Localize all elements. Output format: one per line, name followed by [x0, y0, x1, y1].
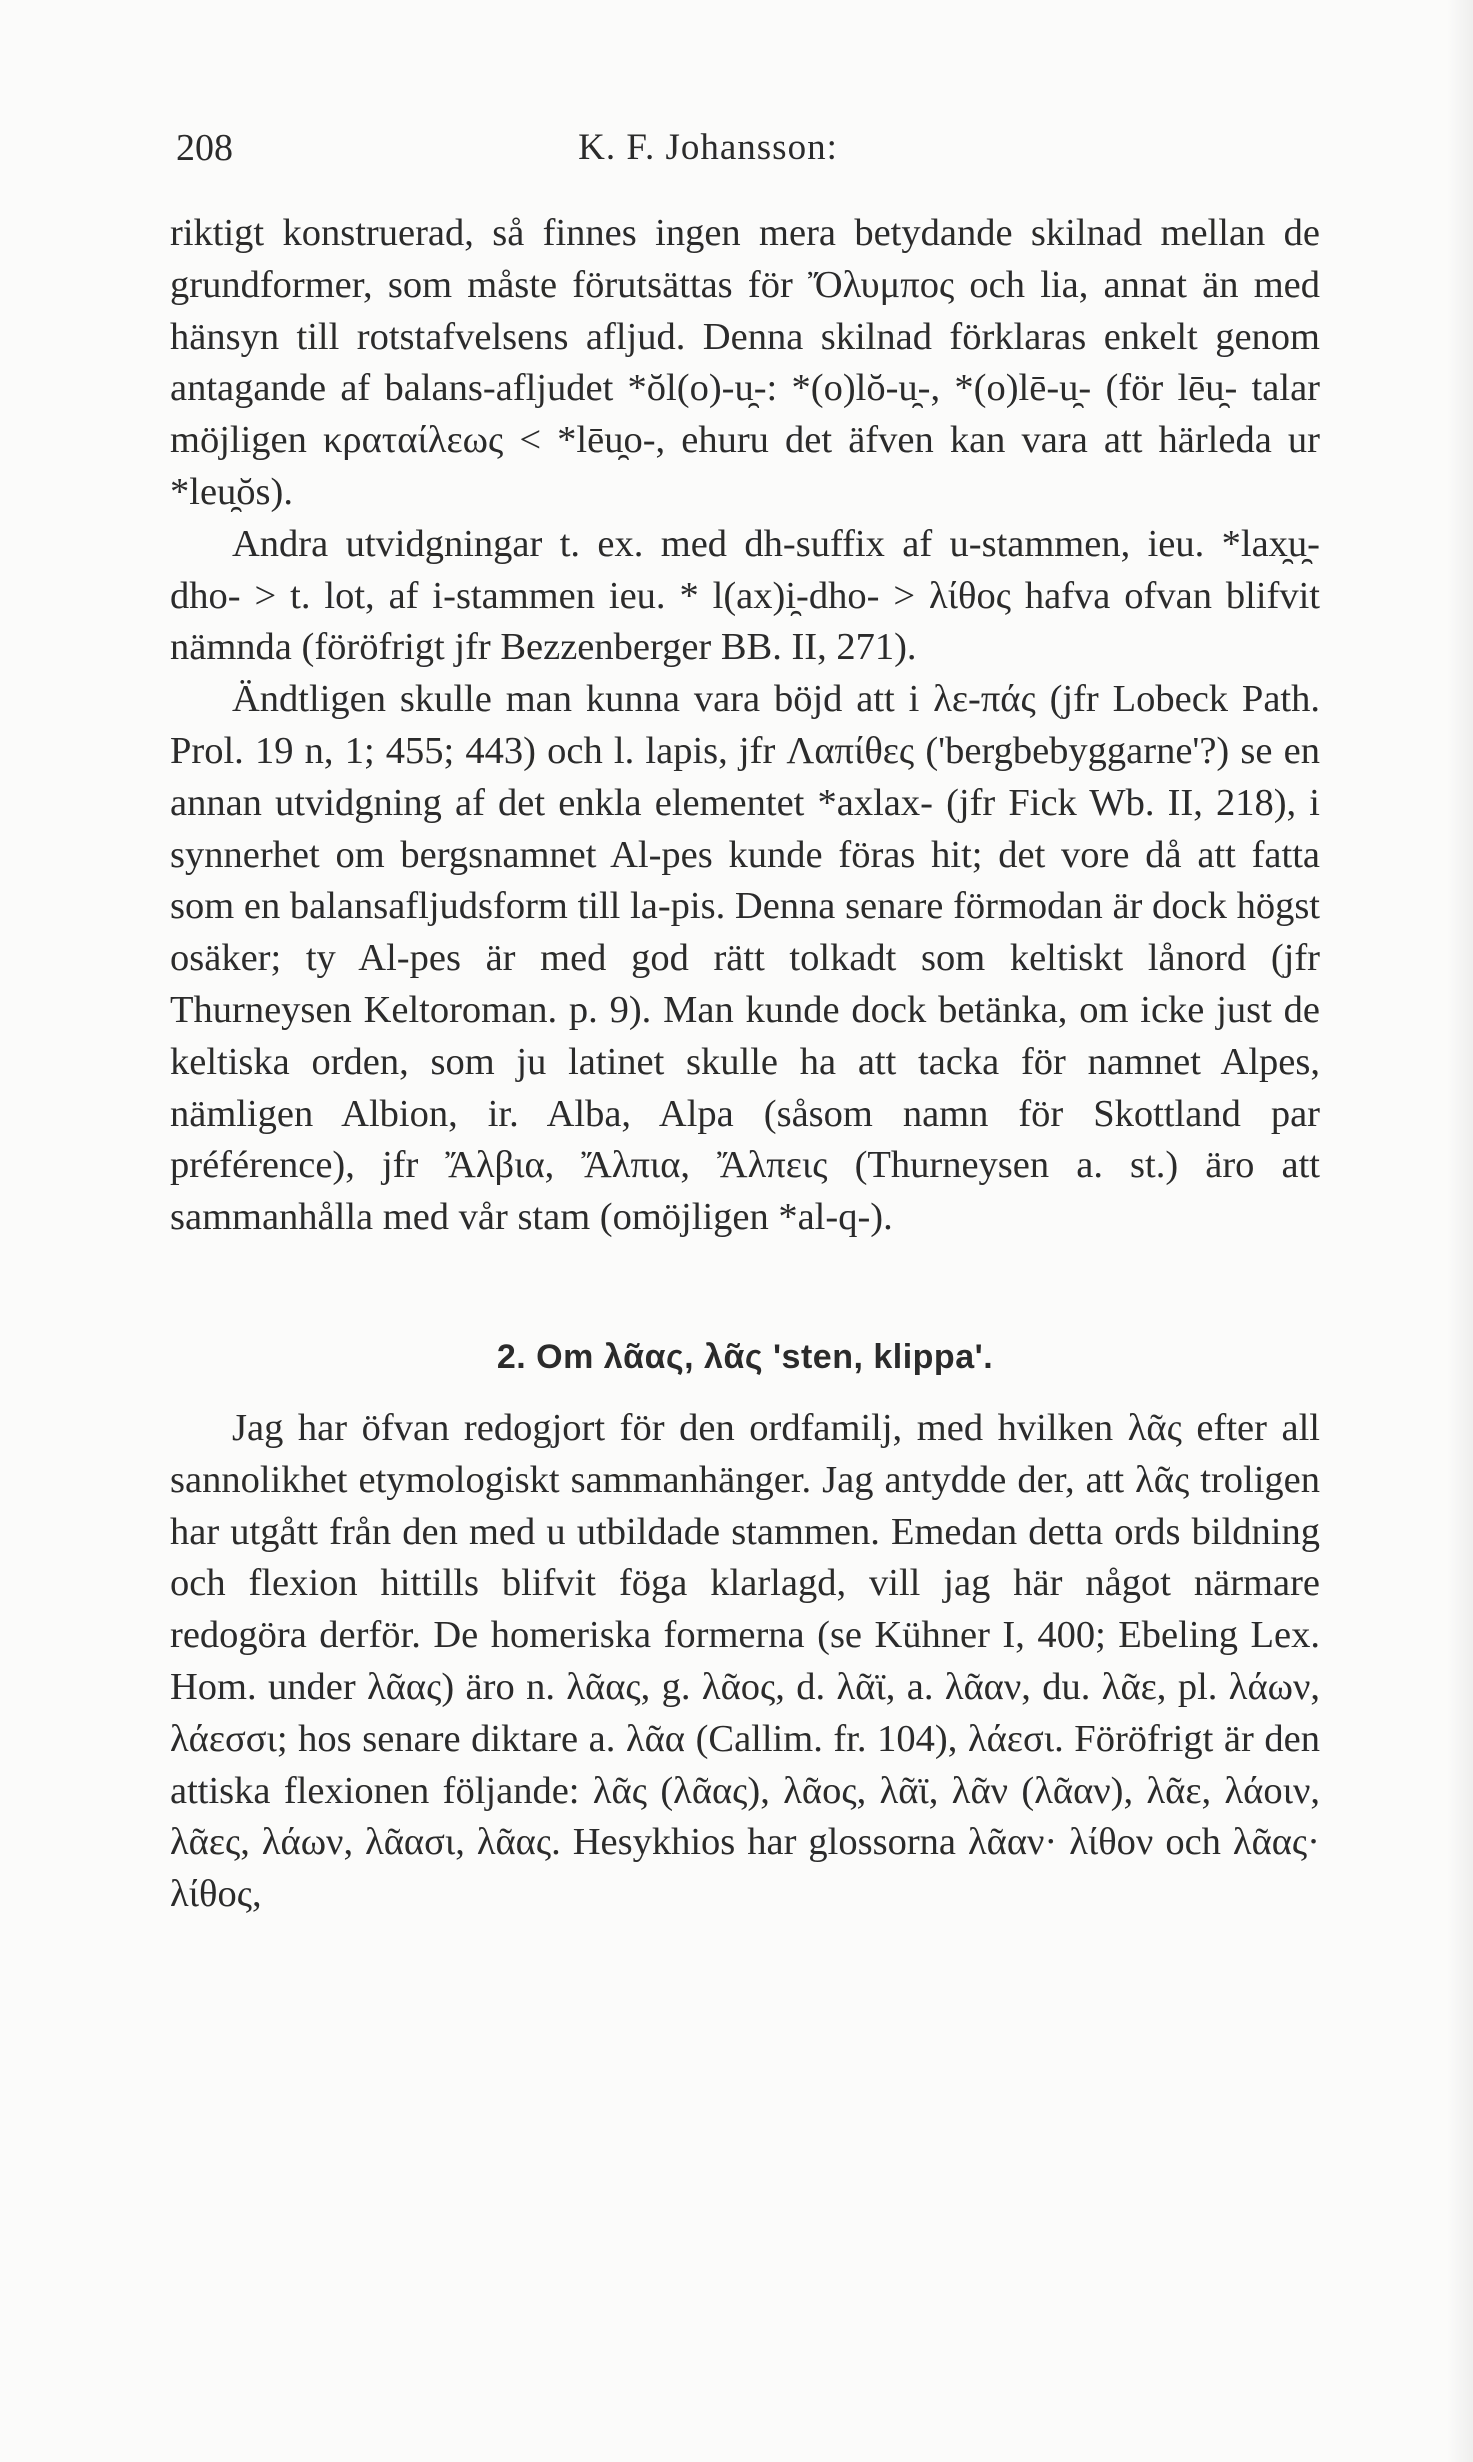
paragraph: Ändtligen skulle man kunna vara böjd att i λε-πάς (jfr Lobeck Path. Prol. 19 n, 1; 455; 443) och l. lapis, jfr Λαπίθες ('bergbebyggarne'?) se en annan utvidgning af det enkla elementet *axlax- (jfr Fick Wb. II, 218), i synnerhet om bergsnamnet Al-pes kunde föras hit; det vore då att fatta som en balansafljudsform till la-pis. Denna senare förmodan är dock högst osäker; ty Al-pes är med god rätt tolkadt som keltiskt lånord (jfr Thurneysen Keltoroman. p. 9). Man kunde dock betänka, om icke just de keltiska orden, som ju latinet skulle ha att tacka för namnet Alpes, nämligen Albion, ir. Alba, Alpa (såsom namn för Skottland par préférence), jfr Ἄλβια, Ἄλπια, Ἄλπεις (Thurneysen a. st.) äro att sammanhålla med vår stam (omöjligen *al-q-).	[170, 678, 1320, 1239]
page-number: 208	[176, 127, 233, 169]
section-heading: 2. Om λᾶας, λᾶς 'sten, klippa'.	[496, 1337, 994, 1376]
page-header	[128, 126, 1288, 176]
paragraph: riktigt konstruerad, så finnes ingen mera betydande skilnad mellan de grundformer, som måste förutsättas för Ὄλυμπος och lia, annat än med hänsyn till rotstafvelsens afljud. Denna skilnad förklaras enkelt genom antagande af balans-afljudet *ŏl(o)-u̯-: *(o)lŏ-u̯-, *(o)lē-u̯- (för lēu̯- talar möjligen κραταίλεως < *lēu̯o-, ehuru det äfven kan vara att härleda ur *leu̯ŏs).	[170, 212, 1320, 513]
body-text	[170, 208, 1320, 1921]
paragraph: Jag har öfvan redogjort för den ordfamilj, med hvilken λᾶς efter all sannolikhet etymologiskt sammanhänger. Jag antydde der, att λᾶς troligen har utgått från den med u utbildade stammen. Emedan detta ords bildning och flexion hittills blifvit föga klarlagd, vill jag här något närmare redogöra derför. De homeriska formerna (se Kühner I, 400; Ebeling Lex. Hom. under λᾶας) äro n. λᾶας, g. λᾶος, d. λᾶϊ, a. λᾶαν, du. λᾶε, pl. λάων, λάεσσι; hos senare diktare a. λᾶα (Callim. fr. 104), λάεσι. Föröfrigt är den attiska flexionen följande: λᾶς (λᾶας), λᾶος, λᾶϊ, λᾶν (λᾶαν), λᾶε, λάοιν, λᾶες, λάων, λᾶασι, λᾶας. Hesykhios har glossorna λᾶαν· λίθον och λᾶας· λίθος,	[170, 1406, 1320, 1916]
page-edge-shadow	[1447, 0, 1473, 2462]
paragraph: Andra utvidgningar t. ex. med dh-suffix af u-stammen, ieu. *lax̯u̯-dho- > t. lot, af i-stammen ieu. * l(ax)i̯-dho- > λίθος hafva ofvan blifvit nämnda (föröfrigt jfr Bezzenberger BB. II, 271).	[170, 522, 1320, 669]
running-head: K. F. Johansson:	[578, 127, 838, 168]
